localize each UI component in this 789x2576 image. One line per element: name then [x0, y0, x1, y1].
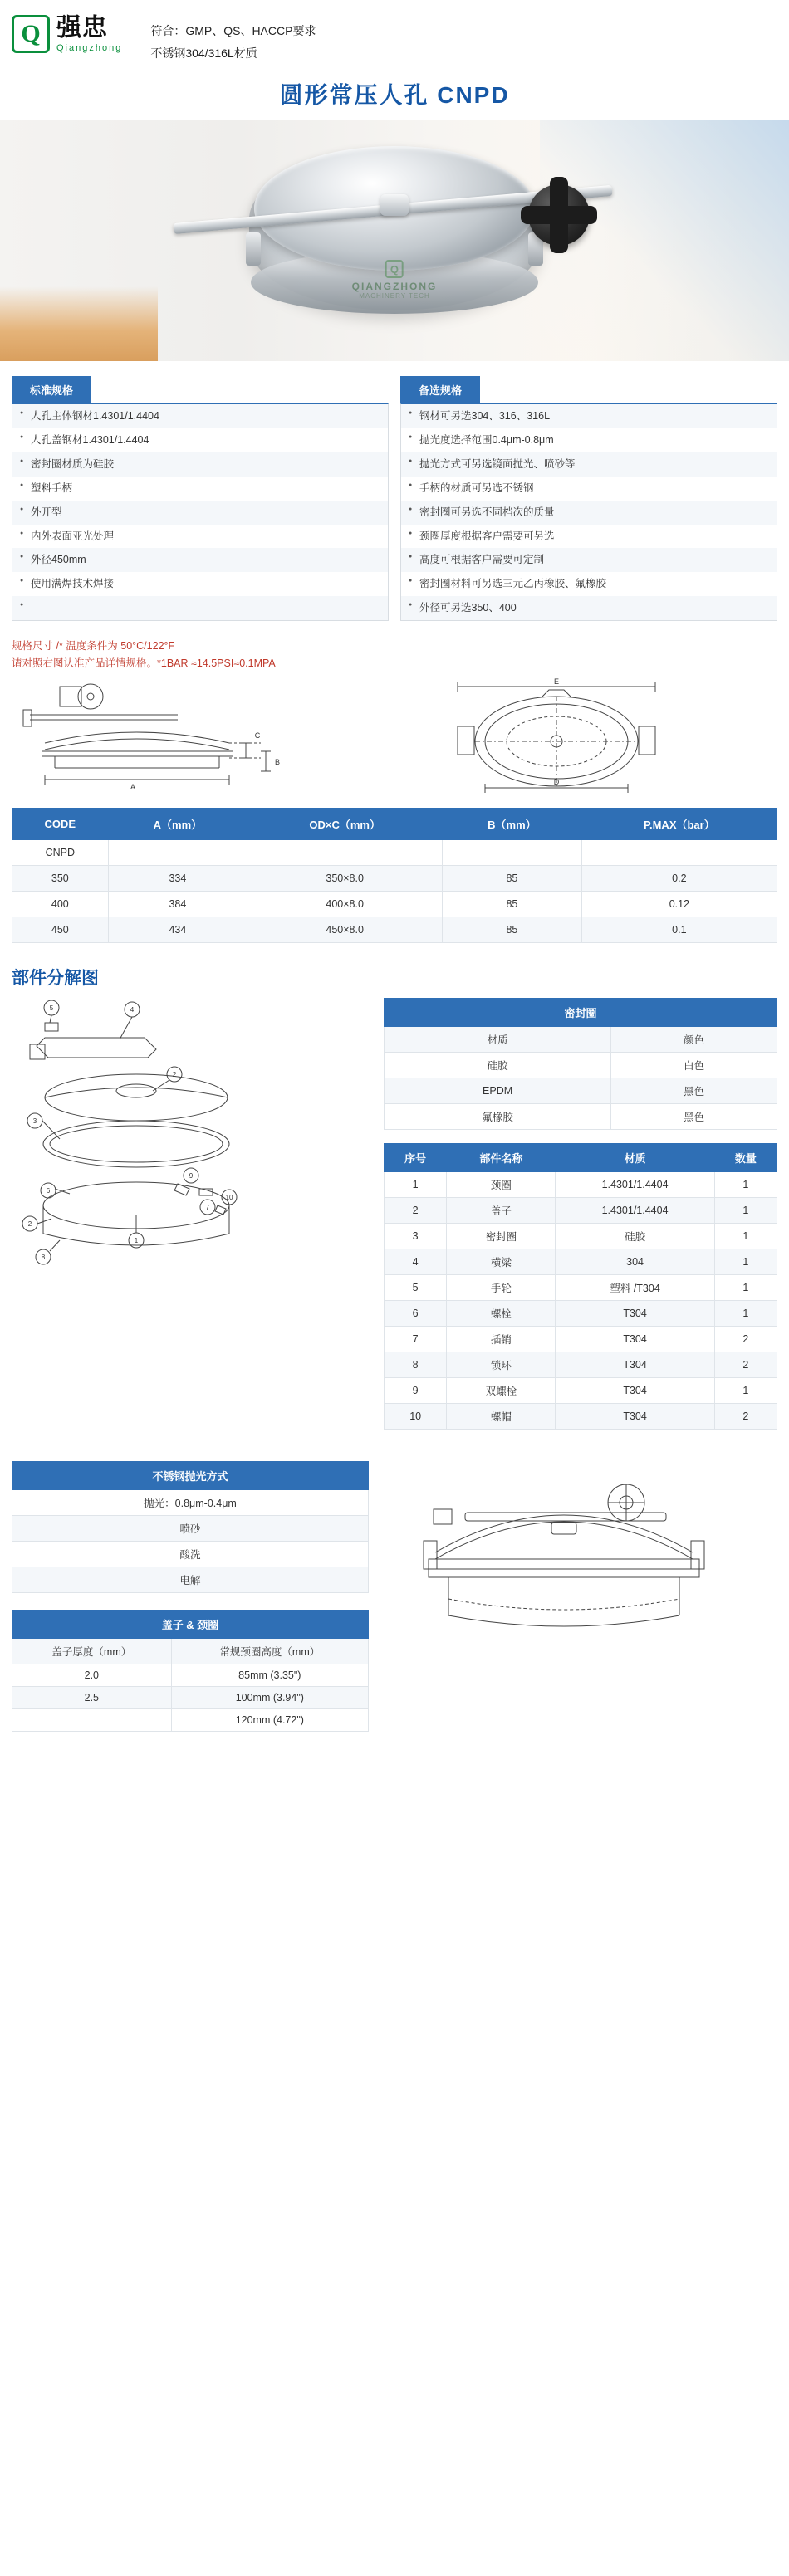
- polish-method-table: [12, 1461, 369, 1593]
- table-row: [12, 865, 777, 891]
- cell: 450: [12, 917, 109, 942]
- table-row: [385, 1300, 777, 1326]
- code-cell: CNPD: [12, 839, 109, 865]
- note-line-1: 规格尺寸 /* 温度条件为 50°C/122°F: [12, 640, 175, 653]
- table-row: [12, 839, 777, 865]
- column-header: 盖子厚度（mm）: [12, 1638, 172, 1664]
- standard-spec-column: [12, 376, 389, 621]
- cell: 塑料 /T304: [556, 1274, 714, 1300]
- header-line-1: 符合：GMP、QS、HACCP要求: [150, 24, 316, 37]
- cell: 酸洗: [12, 1541, 369, 1567]
- cell: [12, 1708, 172, 1731]
- cell: 密封圈: [447, 1223, 556, 1249]
- cell: 螺帽: [447, 1403, 556, 1429]
- cell: 横梁: [447, 1249, 556, 1274]
- cell: 2: [714, 1352, 777, 1377]
- cell: 锁环: [447, 1352, 556, 1377]
- cell: T304: [556, 1403, 714, 1429]
- list-item: ● 密封圈材料可另选三元乙丙橡胶、氟橡胶: [401, 572, 777, 596]
- callout-8: 8: [41, 1253, 46, 1261]
- exploded-diagram: [12, 998, 369, 1272]
- logo-name-en: Qiangzhong: [56, 42, 123, 53]
- table-header-row: [385, 998, 777, 1026]
- table-row: [385, 1249, 777, 1274]
- cell: 1: [714, 1300, 777, 1326]
- list-item: ● 人孔盖钢材1.4301/1.4404: [12, 428, 388, 452]
- hero-blue-gradient: [540, 120, 789, 361]
- table-subheader-row: [12, 1638, 369, 1664]
- dim-label-B: B: [274, 757, 281, 766]
- list-item: ● 密封圈材质为硅胶: [12, 452, 388, 477]
- column-header: OD×C（mm）: [247, 808, 443, 839]
- table-row: [385, 1197, 777, 1223]
- cover-table-title: 盖子 & 颈圈: [12, 1610, 369, 1638]
- watermark-badge-icon: Q: [385, 260, 404, 278]
- cell: 2: [385, 1197, 447, 1223]
- column-header: CODE: [12, 808, 109, 839]
- cell: 2.0: [12, 1664, 172, 1686]
- watermark: [352, 260, 438, 300]
- table-row: [12, 1541, 369, 1567]
- cell: T304: [556, 1352, 714, 1377]
- cell: 85: [443, 865, 582, 891]
- table-header-row: [12, 1610, 369, 1638]
- side-view-drawing: [12, 678, 386, 794]
- specification-section: [0, 361, 789, 626]
- table-row: [385, 1078, 777, 1103]
- list-item: ● 人孔主体钢材1.4301/1.4404: [12, 404, 388, 428]
- logo-q-icon: [12, 15, 50, 53]
- cell: 白色: [611, 1052, 777, 1078]
- brand-logo: [12, 15, 122, 53]
- callout-2b: 2: [27, 1220, 32, 1228]
- watermark-main: QIANGZHONG: [351, 281, 438, 293]
- cell: 85: [443, 891, 582, 917]
- list-item: ● 密封圈可另选不同档次的质量: [401, 501, 777, 525]
- cell: 7: [385, 1326, 447, 1352]
- logo-text: [56, 15, 122, 53]
- standard-spec-box: [12, 403, 389, 621]
- cell: 1: [714, 1249, 777, 1274]
- cell: 喷砂: [12, 1515, 369, 1541]
- cell: 手轮: [447, 1274, 556, 1300]
- list-item: ● 颈圈厚度根据客户需要可另选: [401, 525, 777, 549]
- cell: 85mm (3.35"): [171, 1664, 368, 1686]
- parts-list-table: [384, 1143, 777, 1430]
- cell: 1.4301/1.4404: [556, 1171, 714, 1197]
- manhole-lug-left: [246, 232, 261, 266]
- cell: [581, 839, 777, 865]
- column-header: 序号: [385, 1143, 447, 1171]
- table-row: [12, 1708, 369, 1731]
- column-header: 部件名称: [447, 1143, 556, 1171]
- list-item: ● 外径可另选350、400: [401, 596, 777, 620]
- cell: [443, 839, 582, 865]
- cell: 2: [714, 1403, 777, 1429]
- logo-letter: Q: [21, 20, 41, 47]
- exploded-section-title: 部件分解图: [12, 968, 99, 988]
- cell: 100mm (3.94"): [171, 1686, 368, 1708]
- code-dimension-table: [12, 808, 777, 943]
- cell: [108, 839, 247, 865]
- table-row: [12, 1664, 369, 1686]
- callout-10: 10: [225, 1193, 233, 1201]
- dim-label-A: A: [130, 782, 136, 791]
- table-row: [12, 1686, 369, 1708]
- list-item: ● 抛光方式可另选镜面抛光、喷砂等: [401, 452, 777, 477]
- table-row: [385, 1171, 777, 1197]
- cell: 304: [556, 1249, 714, 1274]
- optional-spec-column: [400, 376, 777, 621]
- seal-table-title: 密封圈: [385, 998, 777, 1026]
- table-row: [385, 1103, 777, 1129]
- cell: 插销: [447, 1326, 556, 1352]
- cell: 3: [385, 1223, 447, 1249]
- callout-4: 4: [130, 1005, 135, 1014]
- cell: T304: [556, 1377, 714, 1403]
- cell: 颈圈: [447, 1171, 556, 1197]
- cell: 1: [714, 1377, 777, 1403]
- cell: 2.5: [12, 1686, 172, 1708]
- bottom-left-tables: [12, 1461, 369, 1748]
- column-header: 材质: [385, 1026, 611, 1052]
- cover-neck-table: [12, 1610, 369, 1732]
- cell: EPDM: [385, 1078, 611, 1103]
- cell: 434: [108, 917, 247, 942]
- column-header: 数量: [714, 1143, 777, 1171]
- table-row: [12, 917, 777, 942]
- dimension-note: [0, 626, 789, 675]
- column-header: P.MAX（bar）: [581, 808, 777, 839]
- callout-9: 9: [189, 1171, 194, 1180]
- cell: 85: [443, 917, 582, 942]
- top-view-drawing: [403, 678, 777, 794]
- header-line-2: 不锈钢304/316L材质: [150, 46, 257, 60]
- technical-drawings: [0, 675, 789, 803]
- dim-label-E: E: [553, 677, 560, 686]
- list-item: ● 使用满焊技术焊接: [12, 572, 388, 596]
- cell: 10: [385, 1403, 447, 1429]
- cell: 1: [385, 1171, 447, 1197]
- list-item: ● 手柄的材质可另选不锈钢: [401, 477, 777, 501]
- list-item-spacer: [12, 596, 388, 620]
- table-row: [385, 1352, 777, 1377]
- callout-6: 6: [46, 1186, 51, 1195]
- cell: 1: [714, 1171, 777, 1197]
- table-row: [385, 1326, 777, 1352]
- cell: 450×8.0: [247, 917, 443, 942]
- callout-7: 7: [205, 1203, 210, 1211]
- optional-spec-heading: 备选规格: [400, 376, 480, 403]
- list-item: ● 抛光度选择范围0.4μm-0.8μm: [401, 428, 777, 452]
- cell: 8: [385, 1352, 447, 1377]
- cell: 334: [108, 865, 247, 891]
- table-row: [385, 1377, 777, 1403]
- cell: [247, 839, 443, 865]
- manhole-center-knob: [380, 194, 409, 216]
- cell: 1: [714, 1274, 777, 1300]
- table-row: [385, 1052, 777, 1078]
- callout-2: 2: [172, 1070, 177, 1078]
- polish-table-title: 不锈钢抛光方式: [12, 1461, 369, 1489]
- optional-spec-box: [400, 403, 777, 621]
- table-row: [12, 1489, 369, 1515]
- list-item: ● 钢材可另选304、316、316L: [401, 404, 777, 428]
- cell: 4: [385, 1249, 447, 1274]
- dim-label-C: C: [254, 731, 261, 740]
- cell: 2: [714, 1326, 777, 1352]
- table-row: [12, 1567, 369, 1592]
- watermark-sub: MACHINERY TECH: [359, 292, 430, 301]
- cell: 硅胶: [385, 1052, 611, 1078]
- cell: 9: [385, 1377, 447, 1403]
- table-row: [12, 1515, 369, 1541]
- cell: 盖子: [447, 1197, 556, 1223]
- logo-name-cn: 强忠: [56, 14, 108, 42]
- page-header: [0, 0, 789, 72]
- cell: 硅胶: [556, 1223, 714, 1249]
- table-row: [385, 1274, 777, 1300]
- cell: T304: [556, 1300, 714, 1326]
- table-row: [385, 1223, 777, 1249]
- cell: 黑色: [611, 1078, 777, 1103]
- list-item: ● 塑料手柄: [12, 477, 388, 501]
- column-header: 常规颈圈高度（mm）: [171, 1638, 368, 1664]
- cell: 0.2: [581, 865, 777, 891]
- column-header: 颜色: [611, 1026, 777, 1052]
- cell: 黑色: [611, 1103, 777, 1129]
- callout-5: 5: [49, 1004, 54, 1012]
- list-item: ● 外开型: [12, 501, 388, 525]
- cell: 电解: [12, 1567, 369, 1592]
- cell: 400×8.0: [247, 891, 443, 917]
- cell: 氟橡胶: [385, 1103, 611, 1129]
- callout-1: 1: [134, 1236, 139, 1244]
- cell: 1: [714, 1197, 777, 1223]
- cell: 5: [385, 1274, 447, 1300]
- cell: 0.1: [581, 917, 777, 942]
- cell: 0.12: [581, 891, 777, 917]
- table-header-row: [12, 808, 777, 839]
- cell: 350×8.0: [247, 865, 443, 891]
- cell: 384: [108, 891, 247, 917]
- dim-label-D: D: [553, 777, 560, 786]
- cell: T304: [556, 1326, 714, 1352]
- column-header: B（mm）: [443, 808, 582, 839]
- table-row: [385, 1403, 777, 1429]
- exploded-section: [0, 995, 789, 1443]
- exploded-tables: [384, 998, 777, 1443]
- cell: 400: [12, 891, 109, 917]
- cell: 350: [12, 865, 109, 891]
- table-subheader-row: [385, 1026, 777, 1052]
- table-header-row: [385, 1143, 777, 1171]
- cell: 1: [714, 1223, 777, 1249]
- callout-3: 3: [32, 1117, 37, 1125]
- list-item: ● 高度可根据客户需要可定制: [401, 548, 777, 572]
- cell: 6: [385, 1300, 447, 1326]
- page-title: 圆形常压人孔 CNPD: [279, 82, 510, 109]
- table-row: [12, 891, 777, 917]
- column-header: 材质: [556, 1143, 714, 1171]
- product-photo: [0, 120, 789, 361]
- table-header-row: [12, 1461, 369, 1489]
- cell: 1.4301/1.4404: [556, 1197, 714, 1223]
- seal-material-table: [384, 998, 777, 1130]
- standard-spec-heading: 标准规格: [12, 376, 91, 403]
- column-header: A（mm）: [108, 808, 247, 839]
- list-item: ● 外径450mm: [12, 548, 388, 572]
- bottom-section: [0, 1443, 789, 1770]
- header-compliance-lines: [150, 15, 316, 64]
- manhole-handwheel: [528, 184, 590, 246]
- assembly-drawing: [385, 1461, 777, 1635]
- cell: 抛光：0.8μm-0.4μm: [12, 1489, 369, 1515]
- hero-warm-gradient: [0, 286, 158, 361]
- note-line-2: 请对照右图认准产品详情规格。*1BAR ≈14.5PSI≈0.1MPA: [12, 657, 276, 670]
- list-item: ● 内外表面亚光处理: [12, 525, 388, 549]
- cell: 120mm (4.72"): [171, 1708, 368, 1731]
- cell: 双螺栓: [447, 1377, 556, 1403]
- cell: 螺栓: [447, 1300, 556, 1326]
